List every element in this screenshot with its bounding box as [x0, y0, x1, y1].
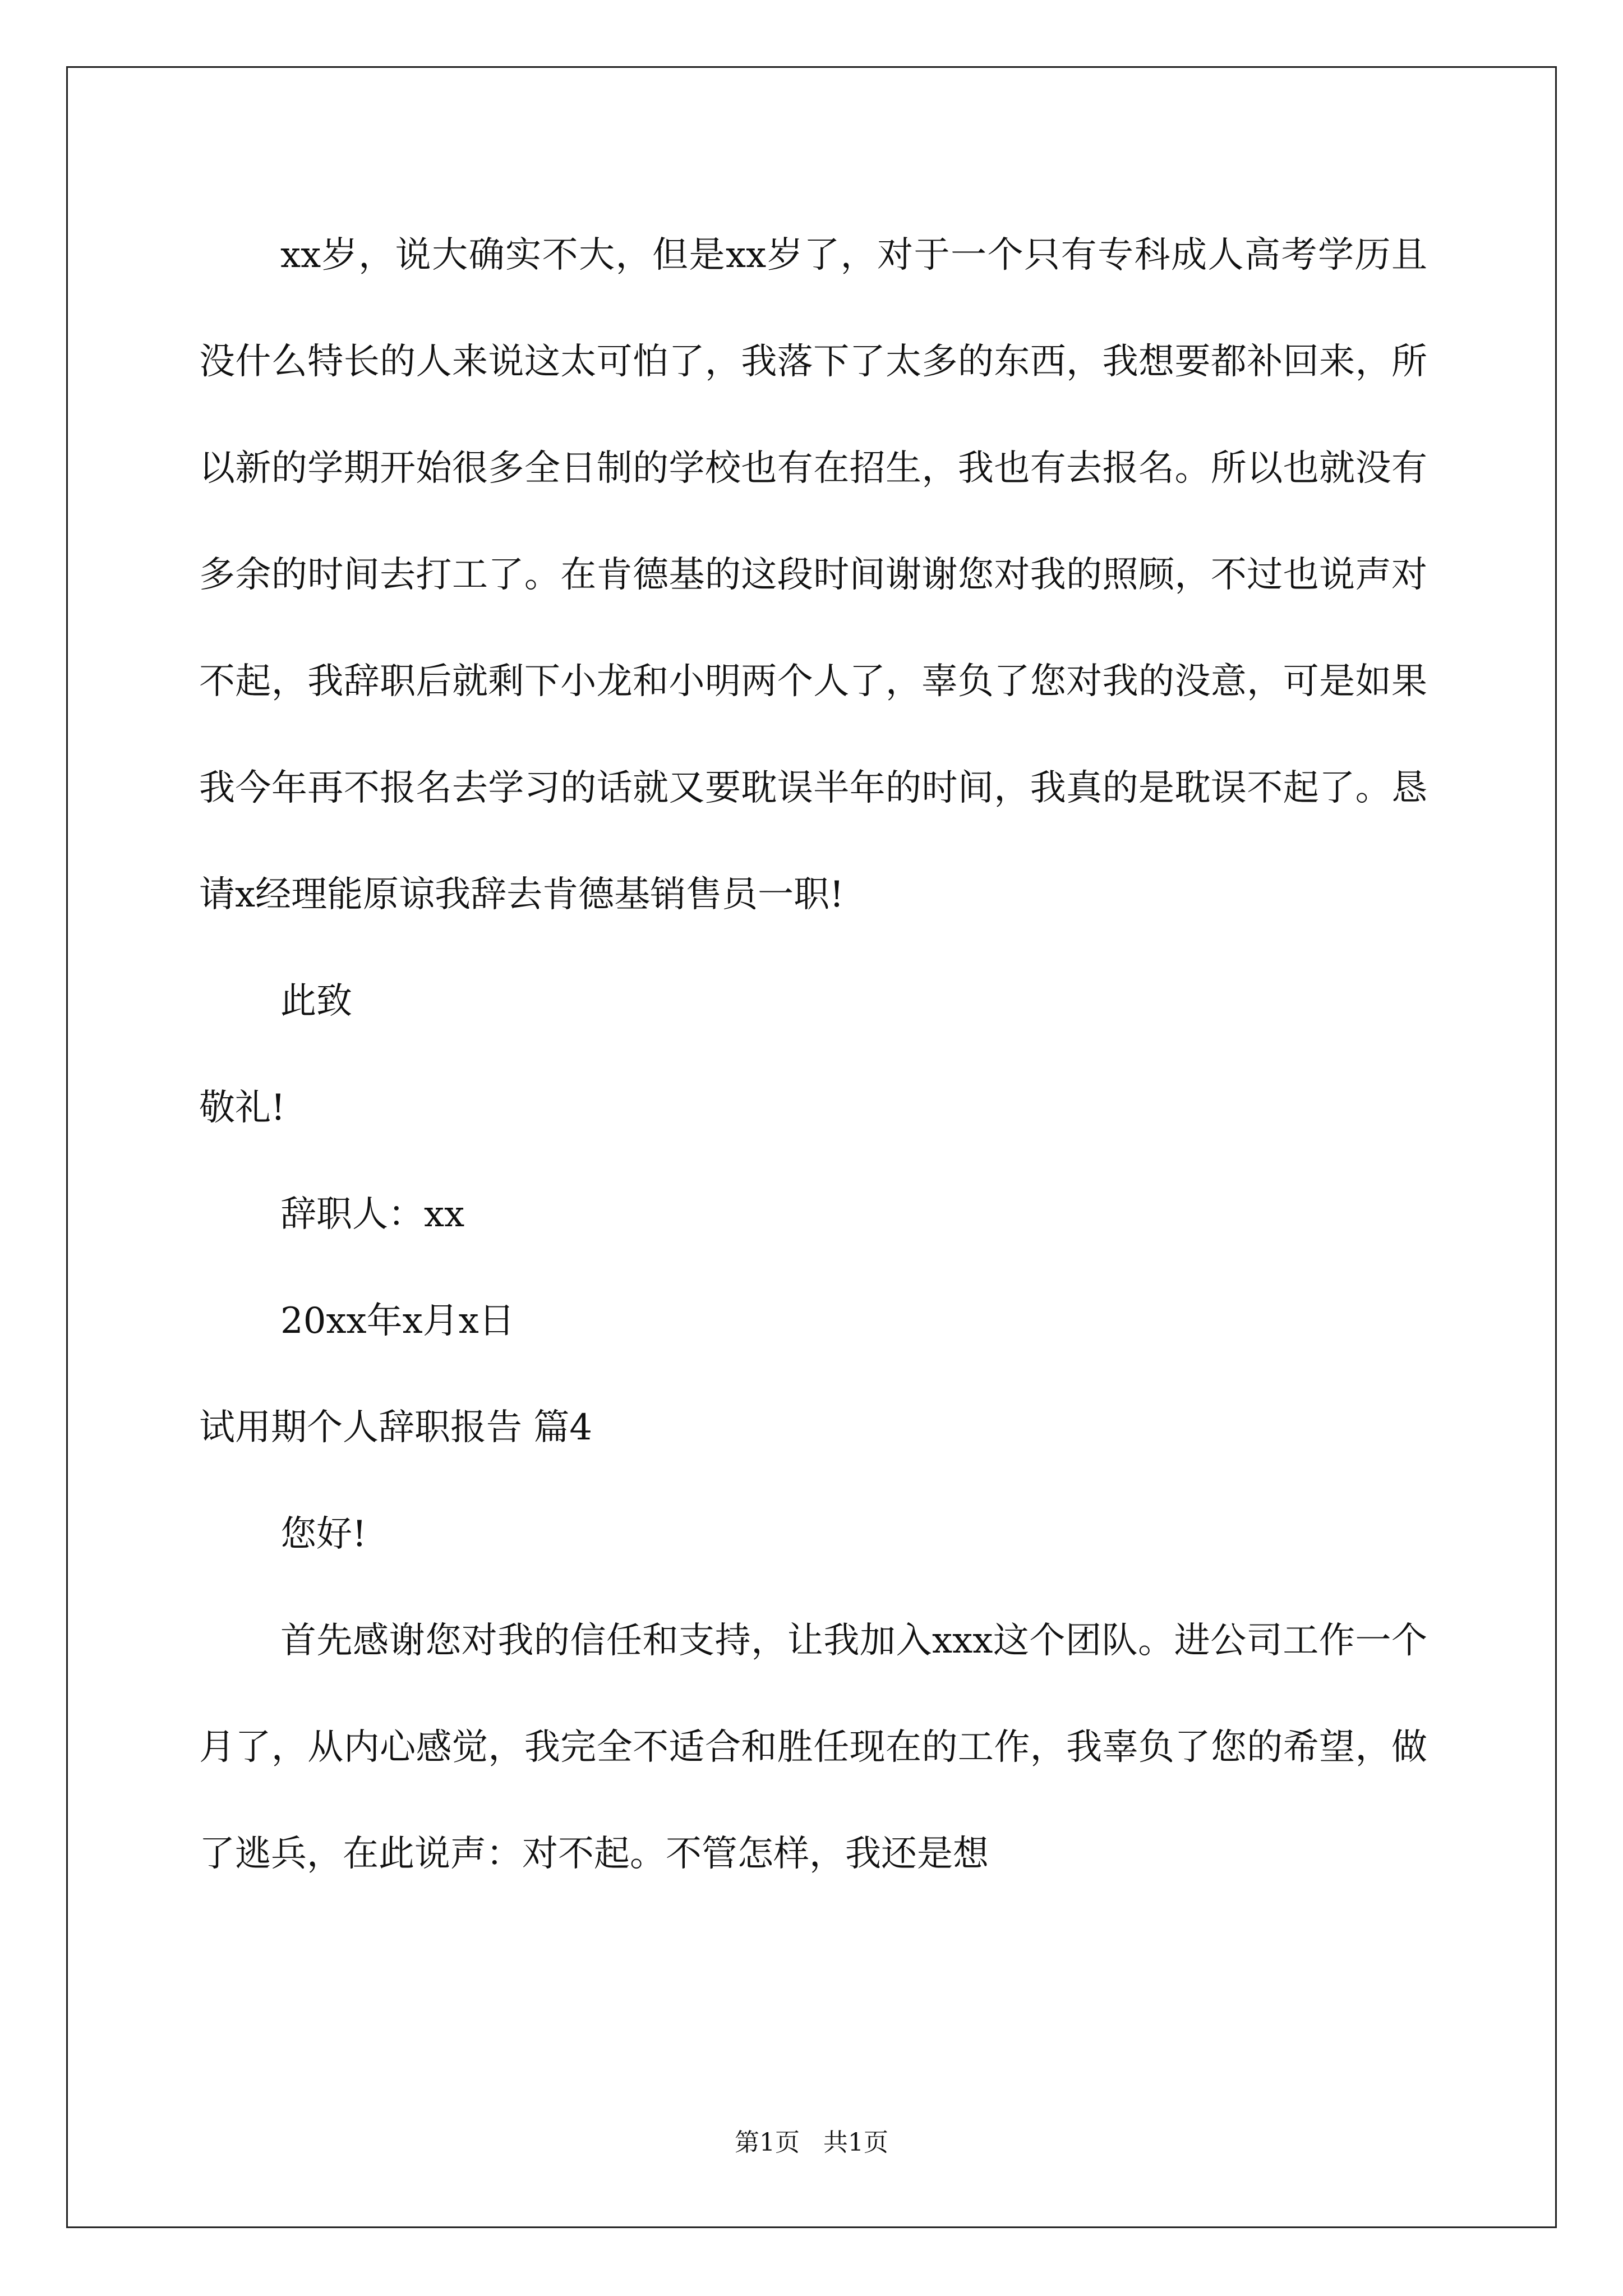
date-line: 20xx年x月x日 [280, 1300, 515, 1342]
paragraph-thanks: 首先感谢您对我的信任和支持，让我加入xxx这个团队。进公司工作一个月了，从内心感觉，我完全不适合和胜任现在的工作，我辜负了您的希望，做了逃兵，在此说声：对不起。不管怎样，我还是想 [199, 1620, 1427, 1875]
signature-line: 辞职人：xx [280, 1194, 465, 1235]
closing-regards: 敬礼! [199, 1087, 285, 1129]
greeting: 您好! [280, 1513, 367, 1555]
closing-salutation: 此致 [280, 981, 352, 1022]
paragraph-resignation-reason: xx岁，说大确实不大，但是xx岁了，对于一个只有专科成人高考学历且没什么特长的人来说这太可怕了，我落下了太多的东西，我想要都补回来，所以新的学期开始很多全日制的学校也有在招生，我也有去报名。所以也就没有多余的时间去打工了。在肯德基的这段时间谢谢您对我的照顾，不过也说声对不起，我辞职后就剩下小龙和小明两个人了，辜负了您对我的没意，可是如果我今年再不报名去学习的话就又要耽误半年的时间，我真的是耽误不起了。恳请x经理能原谅我辞去肯德基销售员一职! [199, 234, 1427, 915]
section-heading: 试用期个人辞职报告 篇4 [199, 1407, 593, 1448]
document-body [199, 202, 1427, 1907]
page-footer: 第1页 共1页 [735, 2128, 888, 2157]
